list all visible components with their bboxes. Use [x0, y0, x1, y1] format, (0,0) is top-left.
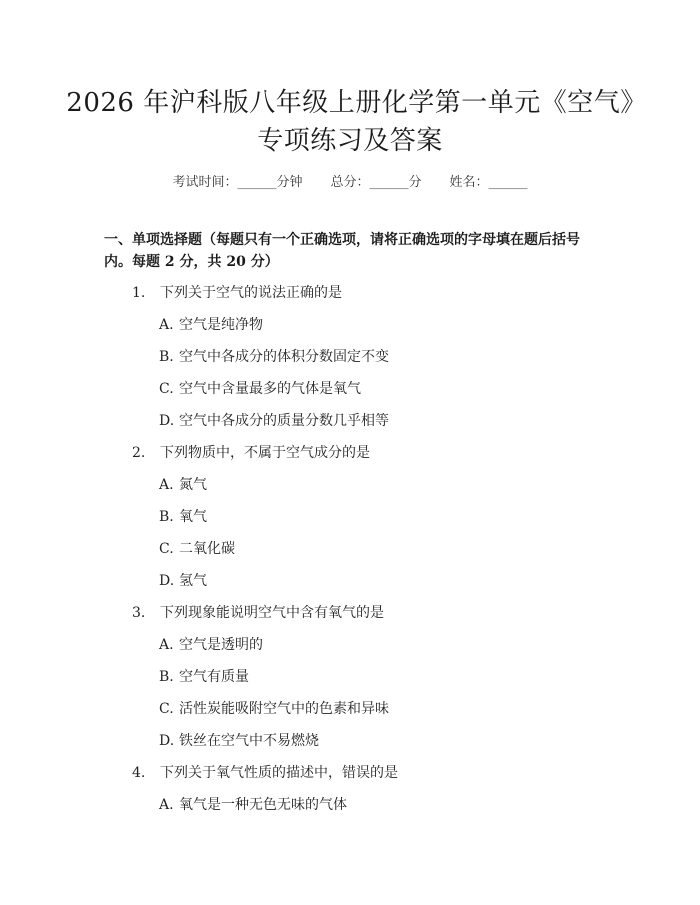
question-3 — [132, 602, 384, 622]
question-text: 下列关于空气的说法正确的是 — [160, 285, 342, 301]
question-number: 1. — [132, 285, 146, 301]
option-letter: B. — [159, 669, 174, 685]
question-text: 下列物质中，不属于空气成分的是 — [160, 445, 370, 461]
question-3-option-d — [159, 730, 319, 750]
exam-info-line — [0, 171, 700, 190]
question-1 — [132, 282, 342, 302]
option-letter: D. — [159, 413, 175, 429]
question-number: 4. — [132, 765, 146, 781]
option-letter: C. — [159, 701, 174, 717]
question-2-option-a — [159, 474, 207, 494]
question-2-option-d — [159, 570, 207, 590]
question-1-option-d — [159, 410, 389, 430]
section-heading: 一、单项选择题（每题只有一个正确选项，请将正确选项的字母填在题后括号内。每题 2 分，共 20 分） — [104, 232, 580, 270]
question-text: 下列现象能说明空气中含有氧气的是 — [160, 605, 384, 621]
total-score-field: 总分：______分 — [330, 175, 422, 190]
option-letter: A. — [159, 317, 174, 333]
question-3-option-b — [159, 666, 249, 686]
option-text: 二氧化碳 — [179, 541, 235, 557]
option-text: 氢气 — [179, 573, 207, 589]
option-letter: A. — [159, 637, 174, 653]
question-number: 3. — [132, 605, 146, 621]
question-1-option-b — [159, 346, 389, 366]
option-text: 空气中各成分的质量分数几乎相等 — [179, 413, 389, 429]
question-4-option-a — [159, 794, 347, 814]
option-text: 活性炭能吸附空气中的色素和异味 — [179, 701, 389, 717]
exam-time-field: 考试时间：______分钟 — [172, 175, 303, 190]
option-text: 空气是透明的 — [179, 637, 263, 653]
question-2-option-b — [159, 506, 207, 526]
option-letter: C. — [159, 541, 174, 557]
question-3-option-a — [159, 634, 263, 654]
question-1-option-c — [159, 378, 361, 398]
question-2-option-c — [159, 538, 235, 558]
question-4 — [132, 762, 398, 782]
option-letter: D. — [159, 733, 175, 749]
option-letter: C. — [159, 381, 174, 397]
option-letter: B. — [159, 509, 174, 525]
option-text: 氧气 — [179, 509, 207, 525]
option-text: 空气中各成分的体积分数固定不变 — [179, 349, 389, 365]
option-letter: A. — [159, 797, 174, 813]
option-text: 铁丝在空气中不易燃烧 — [179, 733, 319, 749]
question-text: 下列关于氧气性质的描述中，错误的是 — [160, 765, 398, 781]
question-3-option-c — [159, 698, 389, 718]
option-letter: D. — [159, 573, 175, 589]
question-1-option-a — [159, 314, 263, 334]
option-text: 空气有质量 — [179, 669, 249, 685]
option-letter: A. — [159, 477, 174, 493]
student-name-field: 姓名：______ — [449, 175, 528, 190]
question-2 — [132, 442, 370, 462]
option-letter: B. — [159, 349, 174, 365]
option-text: 氧气是一种无色无味的气体 — [179, 797, 347, 813]
option-text: 空气是纯净物 — [179, 317, 263, 333]
option-text: 氮气 — [179, 477, 207, 493]
option-text: 空气中含量最多的气体是氧气 — [179, 381, 361, 397]
question-number: 2. — [132, 445, 146, 461]
document-title: 2026 年沪科版八年级上册化学第一单元《空气》专项练习及答案 — [66, 88, 634, 156]
